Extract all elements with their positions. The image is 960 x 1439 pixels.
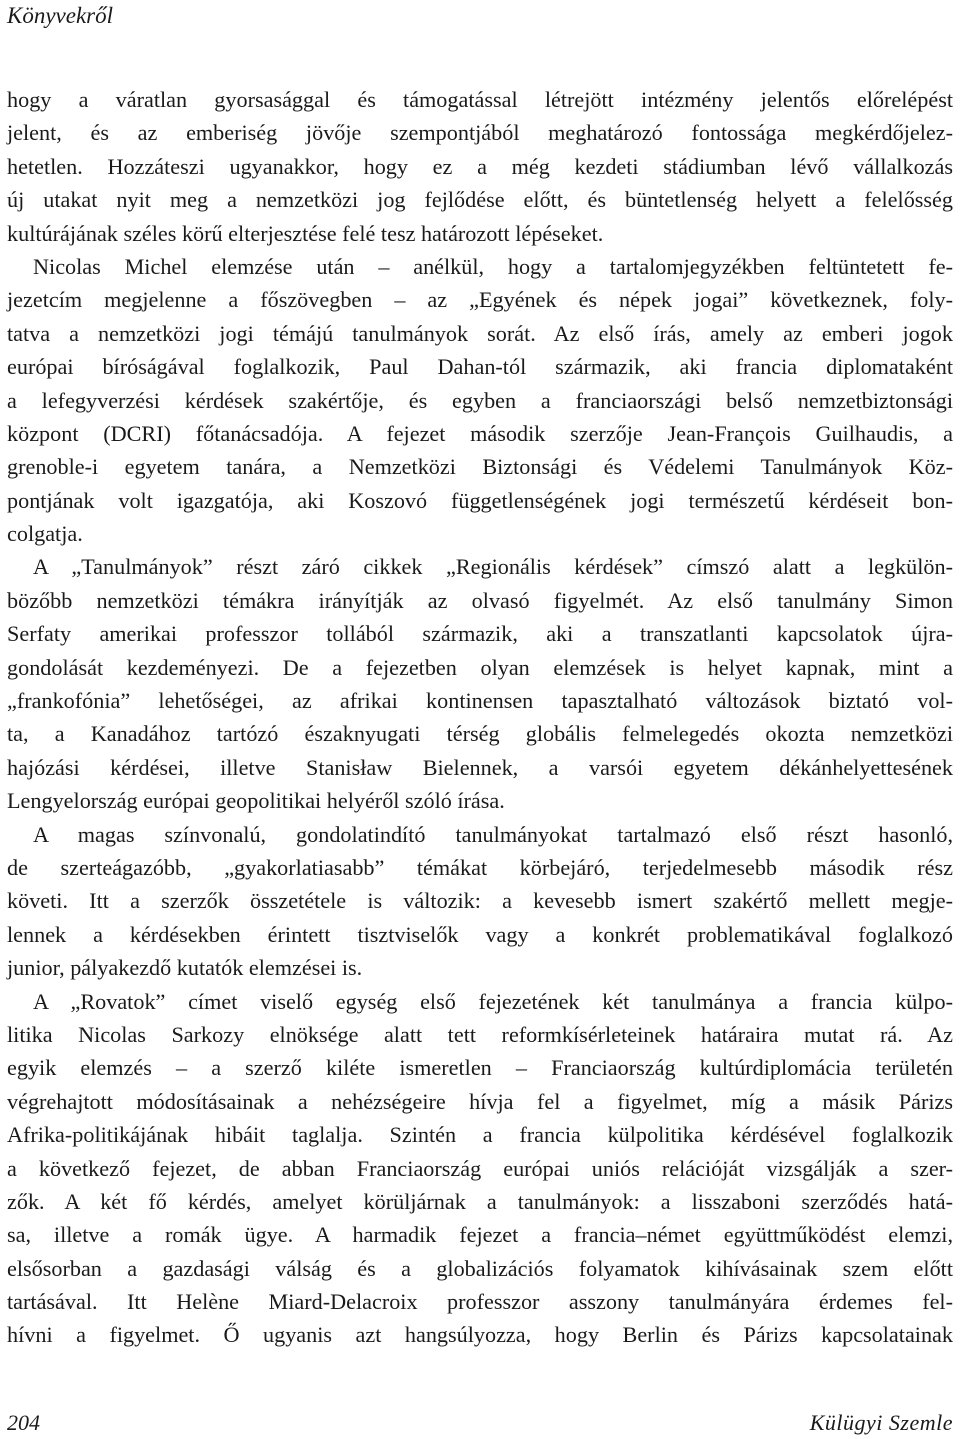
text-line: pontjának volt igazgatója, aki Koszovó függetlenségének jogi természetű kérdéseit bon- xyxy=(7,487,953,513)
text-line: Lengyelország európai geopolitikai helyéről szóló írása. xyxy=(7,788,505,814)
text-line: junior, pályakezdő kutatók elemzései is. xyxy=(7,955,363,981)
text-line: de szerteágazóbb, „gyakorlatiasabb” témákat körbejáró, terjedelmesebb második rész xyxy=(7,854,953,880)
text-line: jelent, és az emberiség jövője szempontjából meghatározó fontossága megkérdőjelez- xyxy=(7,120,953,146)
text-line: litika Nicolas Sarkozy elnöksége alatt tett reformkísérleteinek határaira mutat rá. Az xyxy=(7,1021,953,1047)
text-line: elsősorban a gazdasági válság és a globalizációs folyamatok kihívásainak szem előtt xyxy=(7,1255,953,1281)
text-line: hetetlen. Hozzáteszi ugyanakkor, hogy ez a még kezdeti stádiumban lévő vállalkozás xyxy=(7,153,953,179)
text-line: A „Tanulmányok” részt záró cikkek „Regionális kérdések” címszó alatt a legkülön- xyxy=(33,554,953,580)
text-line: hogy a váratlan gyorsasággal és támogatással létrejött intézmény jelentős előrelépést xyxy=(7,87,953,112)
text-line: Nicolas Michel elemzése után – anélkül, hogy a tartalomjegyzékben feltüntetett fe- xyxy=(33,253,953,279)
text-line: zők. A két fő kérdés, amelyet körüljárnak a tanulmányok: a lisszaboni szerződés hatá- xyxy=(7,1188,953,1214)
text-line: hajózási kérdései, illetve Stanisław Bielennek, a varsói egyetem dékánhelyettesének xyxy=(7,754,953,780)
text-line: jezetcím megjelenne a főszövegben – az „Egyének és népek jogai” következnek, foly- xyxy=(7,287,953,313)
journal-title: Külügyi Szemle xyxy=(809,1410,953,1435)
text-line: „frankofónia” lehetőségei, az afrikai kontinensen tapasztalható változások biztató vol- xyxy=(7,688,953,714)
text-line: grenoble-i egyetem tanára, a Nemzetközi Biztonsági és Védelemi Tanulmányok Köz- xyxy=(7,454,953,480)
text-line: gondolását kezdeményezi. De a fejezetben olyan elemzések is helyet kapnak, mint a xyxy=(7,654,953,680)
text-line: colgatja. xyxy=(7,521,83,547)
text-line: végrehajtott módosításainak a nehézségeire hívja fel a figyelmet, míg a másik Párizs xyxy=(7,1088,953,1114)
text-line: lennek a kérdésekben érintett tisztviselők vagy a konkrét problematikával foglalkozó xyxy=(7,921,953,947)
text-line: A „Rovatok” címet viselő egység első fejezetének két tanulmánya a francia külpo- xyxy=(33,988,953,1014)
text-line: tartásával. Itt Helène Miard-Delacroix professzor asszony tanulmányára érdemes fel- xyxy=(7,1289,953,1315)
text-line: Afrika-politikájának hibáit taglalja. Szintén a francia külpolitika kérdésével foglalkozik xyxy=(7,1122,953,1148)
text-line: Serfaty amerikai professzor tollából származik, aki a transzatlanti kapcsolatok újra- xyxy=(7,621,953,647)
text-line: ta, a Kanadához tartózó északnyugati térség globális felmelegedés okozta nemzetközi xyxy=(7,721,953,747)
body-text xyxy=(7,83,953,1352)
text-line: egyik elemzés – a szerző kiléte ismeretlen – Franciaország kultúrdiplomácia területén xyxy=(7,1055,953,1081)
text-line: tatva a nemzetközi jogi témájú tanulmányok sorát. Az első írás, amely az emberi jogok xyxy=(7,320,953,346)
page-number: 204 xyxy=(7,1410,40,1435)
text-line: kultúrájának széles körű elterjesztése felé tesz határozott lépéseket. xyxy=(7,220,604,246)
running-head: Könyvekről xyxy=(7,3,114,28)
text-line: követi. Itt a szerzők összetétele is változik: a kevesebb ismert szakértő mellett megje- xyxy=(7,888,953,914)
text-line: A magas színvonalú, gondolatindító tanulmányokat tartalmazó első részt hasonló, xyxy=(33,821,953,847)
text-line: bözőbb nemzetközi témákra irányítják az olvasó figyelmét. Az első tanulmány Simon xyxy=(7,587,953,613)
text-line: a lefegyverzési kérdések szakértője, és egyben a franciaországi belső nemzetbiztonsági xyxy=(7,387,953,413)
text-line: a következő fejezet, de abban Franciaország európai uniós relációját vizsgálják a szer- xyxy=(7,1155,953,1181)
text-line: európai bíróságával foglalkozik, Paul Dahan-tól származik, aki francia diplomataként xyxy=(7,354,953,380)
text-line: központ (DCRI) főtanácsadója. A fejezet második szerzője Jean-François Guilhaudis, a xyxy=(7,420,953,446)
text-line: sa, illetve a romák ügye. A harmadik fejezet a francia–német együttműködést elemzi, xyxy=(7,1222,953,1248)
text-line: új utakat nyit meg a nemzetközi jog fejlődése előtt, és büntetlenség helyett a felelősség xyxy=(7,187,953,213)
text-line: hívni a figyelmet. Ő ugyanis azt hangsúlyozza, hogy Berlin és Párizs kapcsolatainak xyxy=(7,1322,953,1348)
